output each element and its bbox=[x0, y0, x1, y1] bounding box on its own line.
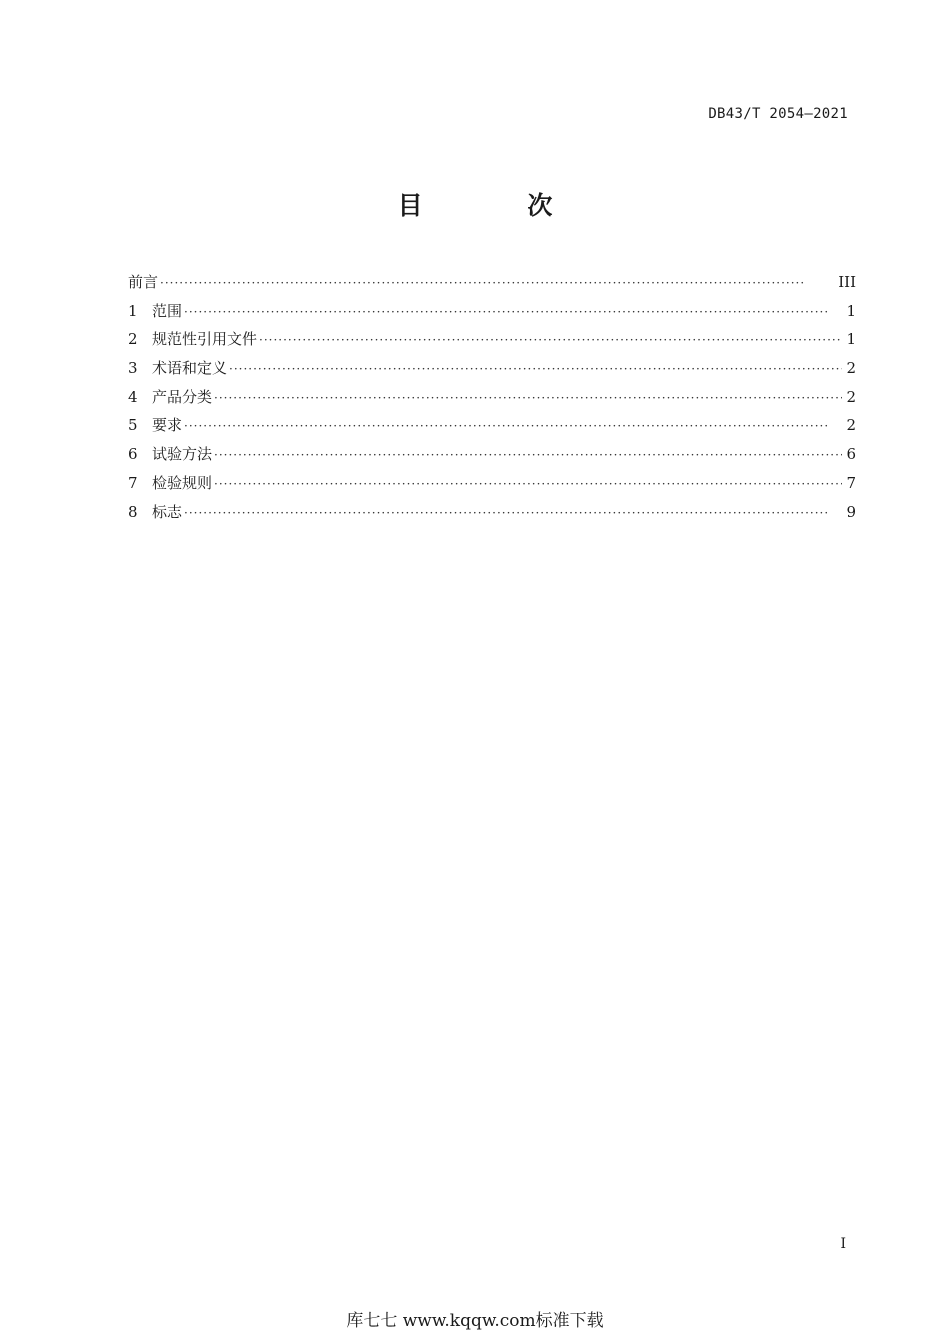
toc-entry-number: 1 bbox=[128, 301, 138, 320]
toc-leader-dots bbox=[214, 441, 842, 470]
toc-entry-page: 9 bbox=[846, 502, 856, 521]
toc-entry-page: 2 bbox=[846, 416, 856, 435]
watermark-text: 库七七 www.kqqw.com标准下载 bbox=[346, 1311, 604, 1331]
toc-entry-text: 术语和定义 bbox=[152, 359, 228, 378]
toc-entry-text: 试验方法 bbox=[152, 445, 213, 464]
toc-entry-text: 要求 bbox=[152, 416, 183, 435]
toc-entry-foreword[interactable] bbox=[128, 268, 856, 297]
toc-entry-normative-references[interactable] bbox=[128, 325, 856, 354]
toc-entry-text: 规范性引用文件 bbox=[152, 330, 258, 349]
toc-entry-text: 检验规则 bbox=[152, 473, 213, 492]
toc-entry-number: 3 bbox=[128, 359, 138, 378]
toc-entry-text: 产品分类 bbox=[152, 387, 213, 406]
toc-leader-dots bbox=[184, 499, 842, 528]
toc-title: 目 次 bbox=[397, 191, 601, 220]
toc-entry-number: 8 bbox=[128, 502, 138, 521]
toc-entry-requirements[interactable] bbox=[128, 411, 856, 440]
toc-entry-product-classification[interactable] bbox=[128, 383, 856, 412]
toc-leader-dots bbox=[214, 384, 842, 413]
toc-entry-page: 1 bbox=[846, 330, 856, 349]
page-number: I bbox=[840, 1236, 846, 1252]
toc-entry-page: III bbox=[838, 273, 856, 291]
toc-entry-page: 1 bbox=[846, 301, 856, 320]
toc-entry-scope[interactable] bbox=[128, 297, 856, 326]
toc-entry-page: 6 bbox=[846, 445, 856, 464]
toc-entry-number: 2 bbox=[128, 330, 138, 349]
toc-entry-number: 5 bbox=[128, 416, 138, 435]
toc-entry-terms-definitions[interactable] bbox=[128, 354, 856, 383]
toc-entry-page: 7 bbox=[846, 473, 856, 492]
toc-entry-text: 前言 bbox=[128, 273, 159, 291]
toc-entry-page: 2 bbox=[846, 359, 856, 378]
toc-leader-dots bbox=[184, 298, 842, 327]
toc-entry-inspection-rules[interactable] bbox=[128, 469, 856, 498]
table-of-contents bbox=[128, 268, 856, 526]
toc-entry-number: 7 bbox=[128, 473, 138, 492]
toc-entry-number: 4 bbox=[128, 387, 138, 406]
toc-entry-text: 范围 bbox=[152, 301, 183, 320]
toc-leader-dots bbox=[160, 269, 834, 298]
toc-entry-page: 2 bbox=[846, 387, 856, 406]
document-code: DB43/T 2054—2021 bbox=[708, 106, 848, 122]
toc-entry-number: 6 bbox=[128, 445, 138, 464]
toc-entry-text: 标志 bbox=[152, 502, 183, 521]
toc-leader-dots bbox=[214, 470, 842, 499]
toc-entry-marking[interactable] bbox=[128, 498, 856, 527]
toc-leader-dots bbox=[184, 412, 842, 441]
toc-leader-dots bbox=[259, 326, 842, 355]
toc-leader-dots bbox=[229, 355, 842, 384]
toc-entry-test-methods[interactable] bbox=[128, 440, 856, 469]
